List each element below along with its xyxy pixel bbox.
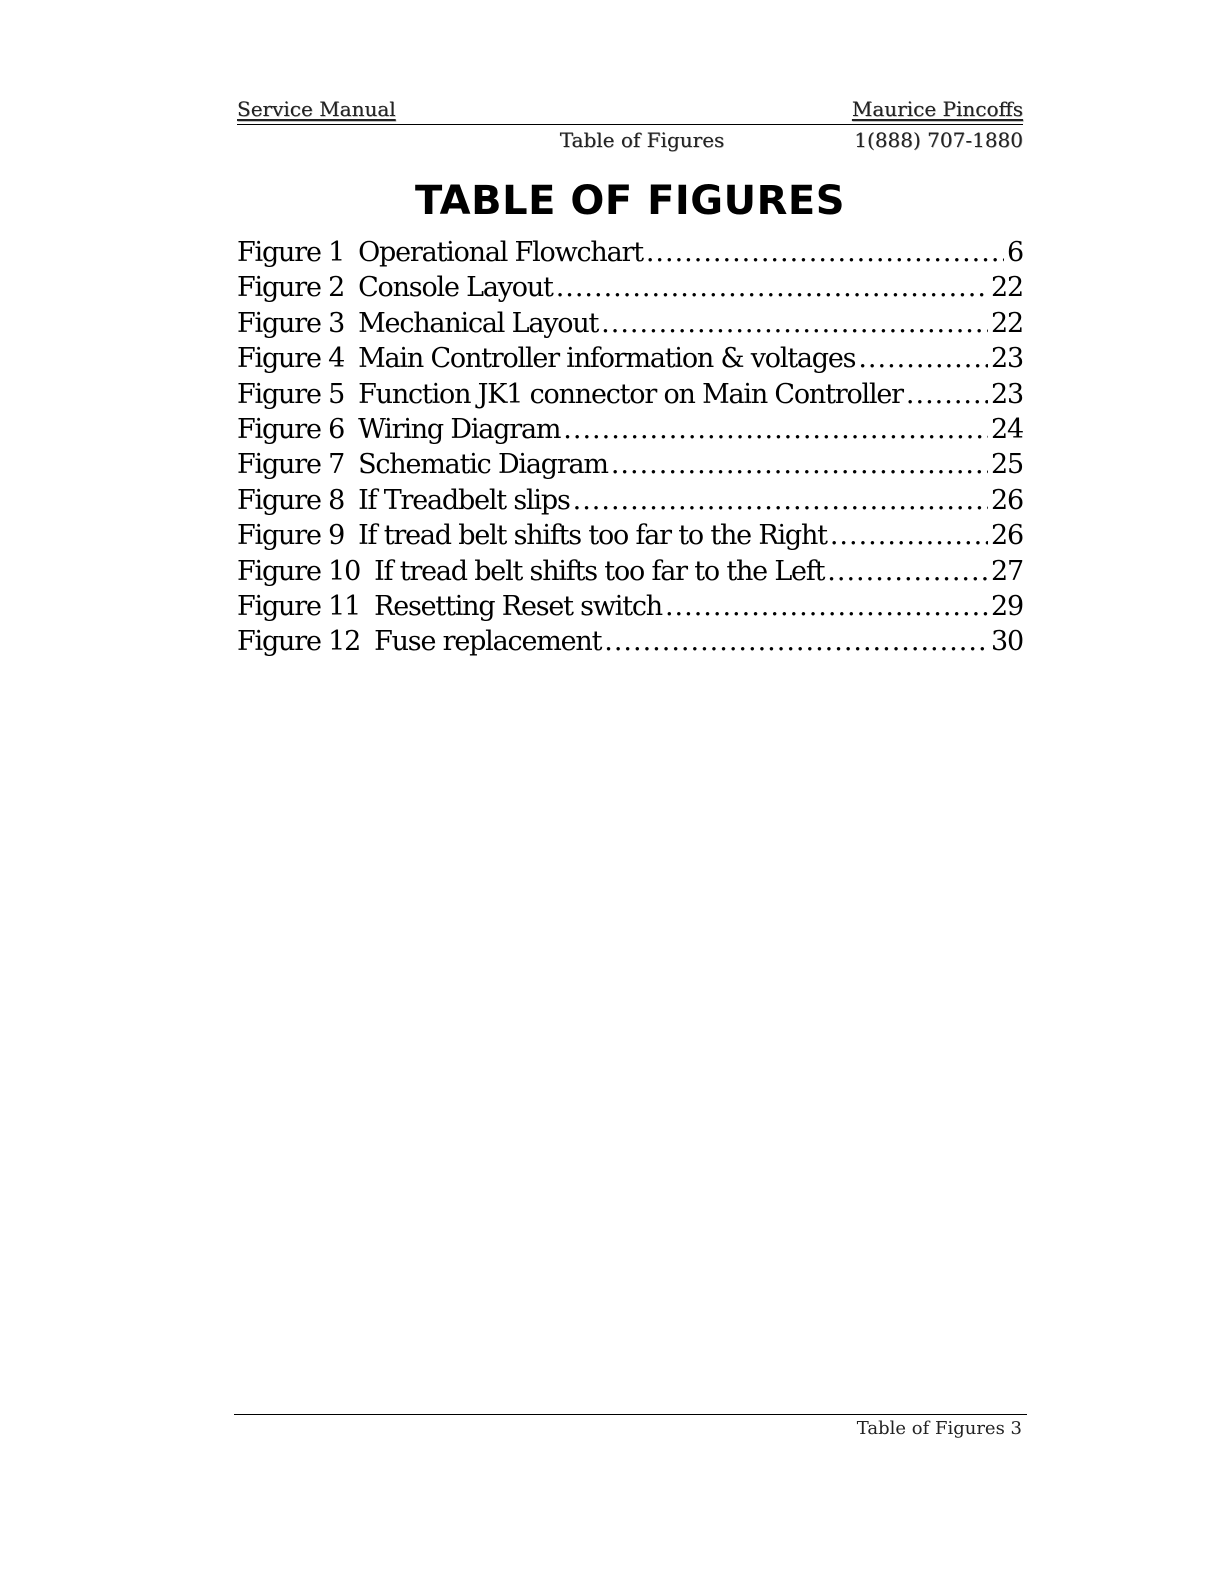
dot-leader	[604, 624, 988, 659]
figure-caption: Operational Flowchart	[358, 237, 643, 268]
figure-number: Figure 4	[237, 343, 345, 375]
dot-leader	[646, 235, 1004, 270]
dot-leader	[858, 341, 988, 376]
figure-caption: Main Controller information & voltages	[358, 343, 856, 375]
dot-leader	[665, 589, 988, 624]
figure-number: Figure 5	[237, 378, 345, 410]
footer-divider	[234, 1414, 1027, 1415]
figure-page-number: 24	[991, 413, 1023, 445]
header-section-name: Table of Figures	[559, 128, 725, 152]
page-title: TABLE OF FIGURES	[414, 178, 846, 224]
figure-page-number: 23	[991, 343, 1023, 375]
figure-number: Figure 10	[237, 555, 361, 587]
header-manual-title: Service Manual	[237, 97, 396, 121]
figure-caption: Console Layout	[358, 272, 553, 304]
header-phone-number: 1(888) 707-1880	[854, 128, 1023, 152]
toc-entry[interactable]	[237, 412, 1023, 447]
figure-number: Figure 3	[237, 307, 345, 339]
header-company-name: Maurice Pincoffs	[851, 97, 1023, 121]
toc-entry[interactable]	[237, 589, 1023, 624]
header-bottom-row	[237, 125, 1023, 155]
toc-entry[interactable]	[237, 624, 1023, 659]
figure-page-number: 22	[991, 272, 1023, 304]
toc-entry[interactable]	[237, 377, 1023, 412]
figure-number: Figure 9	[237, 520, 345, 552]
toc-entry[interactable]	[237, 341, 1023, 376]
figure-caption: If tread belt shifts too far to the Left	[374, 555, 825, 587]
figure-caption: Wiring Diagram	[358, 413, 561, 445]
toc-entry[interactable]	[237, 235, 1023, 270]
dot-leader	[906, 377, 988, 412]
figure-page-number: 30	[991, 626, 1023, 658]
figure-page-number: 27	[991, 555, 1023, 587]
toc-entry[interactable]	[237, 306, 1023, 341]
header-top-row	[237, 95, 1023, 125]
figure-caption: If Treadbelt slips	[358, 484, 570, 516]
figure-number: Figure 11	[237, 590, 361, 622]
dot-leader	[556, 270, 988, 305]
figure-caption: Function JK1 connector on Main Controller	[358, 378, 903, 410]
toc-entry[interactable]	[237, 554, 1023, 589]
dot-leader	[573, 483, 988, 518]
figure-caption: If tread belt shifts too far to the Right	[358, 520, 827, 552]
toc-entry[interactable]	[237, 447, 1023, 482]
figure-number: Figure 8	[237, 484, 345, 516]
dot-leader	[830, 518, 988, 553]
dot-leader	[611, 447, 988, 482]
dot-leader	[563, 412, 988, 447]
figure-caption: Resetting Reset switch	[374, 590, 662, 622]
figure-page-number: 29	[991, 590, 1023, 622]
figure-number: Figure 7	[237, 449, 345, 481]
figure-page-number: 22	[991, 307, 1023, 339]
figure-page-number: 25	[991, 449, 1023, 481]
figure-page-number: 23	[991, 378, 1023, 410]
figure-number: Figure 6	[237, 413, 345, 445]
figure-caption: Mechanical Layout	[358, 307, 599, 339]
table-of-figures-list	[237, 235, 1023, 660]
dot-leader	[827, 554, 988, 589]
figure-number: Figure 2	[237, 272, 345, 304]
figure-number: Figure 1	[237, 237, 345, 268]
toc-entry[interactable]	[237, 518, 1023, 553]
toc-entry[interactable]	[237, 270, 1023, 305]
footer-page-label: Table of Figures 3	[856, 1418, 1022, 1439]
figure-caption: Fuse replacement	[374, 626, 602, 658]
figure-caption: Schematic Diagram	[358, 449, 608, 481]
figure-page-number: 6	[1007, 237, 1023, 268]
figure-page-number: 26	[991, 520, 1023, 552]
toc-entry[interactable]	[237, 483, 1023, 518]
running-header	[237, 95, 1023, 155]
figure-page-number: 26	[991, 484, 1023, 516]
dot-leader	[601, 306, 988, 341]
figure-number: Figure 12	[237, 626, 361, 658]
